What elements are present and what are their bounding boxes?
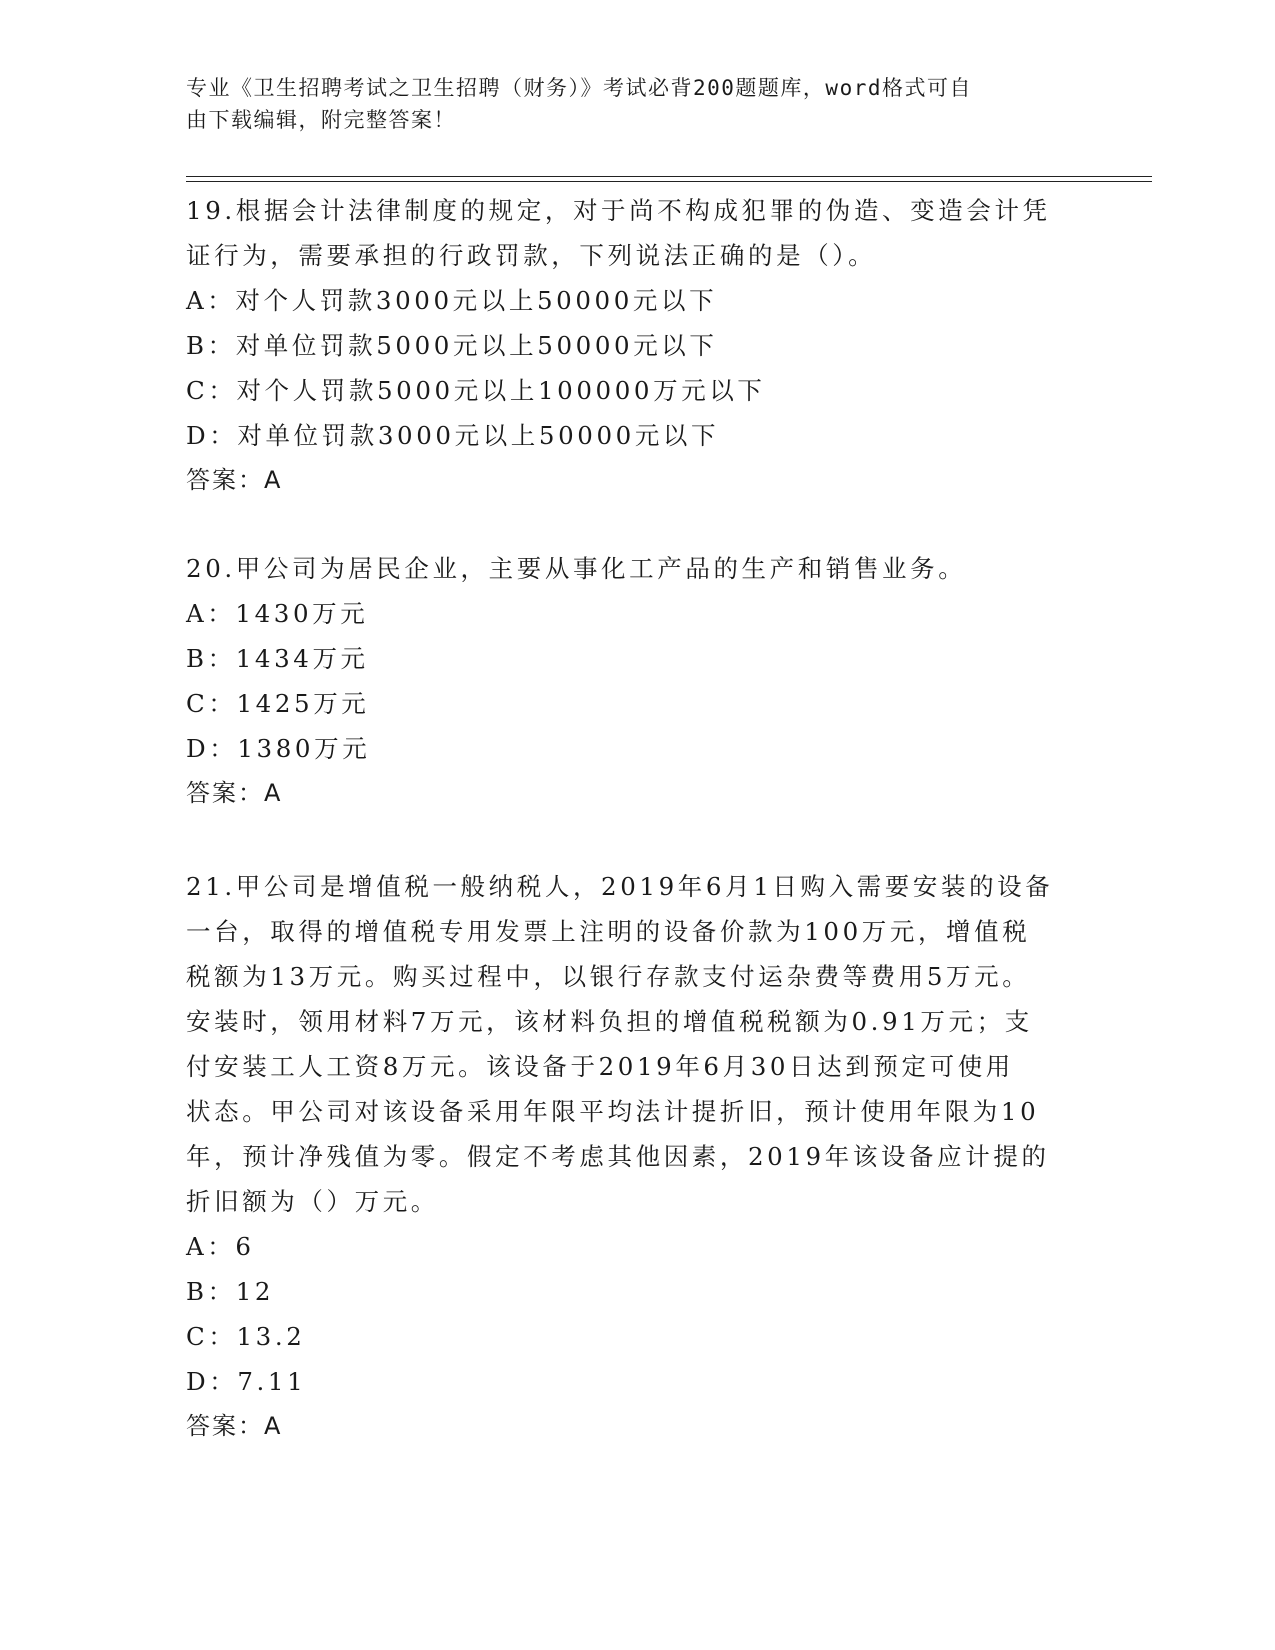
stem-line: 一台，取得的增值税专用发票上注明的设备价款为100万元，增值税 [186, 917, 1031, 946]
header-divider-bottom [186, 181, 1152, 182]
option-c: C：对个人罚款5000元以上100000万元以下 [186, 376, 766, 405]
document-header [186, 72, 1066, 136]
stem-line: 19.根据会计法律制度的规定，对于尚不构成犯罪的伪造、变造会计凭 [186, 196, 1051, 225]
option-d: D：7.11 [186, 1367, 307, 1396]
question-stem [186, 546, 1076, 591]
header-divider-top [186, 176, 1152, 177]
question-20 [186, 546, 1076, 816]
option-a: A：1430万元 [186, 599, 369, 628]
stem-line: 折旧额为（）万元。 [186, 1187, 439, 1216]
stem-line: 安装时，领用材料7万元，该材料负担的增值税税额为0.91万元；支 [186, 1007, 1033, 1036]
option-b: B：1434万元 [186, 644, 369, 673]
option-b: B：12 [186, 1277, 275, 1306]
stem-line: 付安装工人工资8万元。该设备于2019年6月30日达到预定可使用 [186, 1052, 1014, 1081]
header-line-1: 专业《卫生招聘考试之卫生招聘（财务）》考试必背200题题库，word格式可自 [186, 76, 972, 100]
stem-line: 状态。甲公司对该设备采用年限平均法计提折旧，预计使用年限为10 [186, 1097, 1040, 1126]
option-c: C：1425万元 [186, 689, 370, 718]
stem-line: 证行为，需要承担的行政罚款，下列说法正确的是（）。 [186, 241, 877, 270]
option-d: D：对单位罚款3000元以上50000元以下 [186, 421, 720, 450]
option-a: A：对个人罚款3000元以上50000元以下 [186, 286, 718, 315]
question-21 [186, 864, 1076, 1449]
option-b: B：对单位罚款5000元以上50000元以下 [186, 331, 718, 360]
header-line-2: 由下载编辑，附完整答案！ [186, 108, 456, 132]
stem-line: 20.甲公司为居民企业，主要从事化工产品的生产和销售业务。 [186, 554, 967, 583]
question-stem [186, 188, 1076, 278]
answer: 答案：A [186, 1412, 283, 1440]
stem-line: 税额为13万元。购买过程中，以银行存款支付运杂费等费用5万元。 [186, 962, 1031, 991]
stem-line: 21.甲公司是增值税一般纳税人，2019年6月1日购入需要安装的设备 [186, 872, 1054, 901]
question-19 [186, 188, 1076, 503]
stem-line: 年，预计净残值为零。假定不考虑其他因素，2019年该设备应计提的 [186, 1142, 1050, 1171]
option-a: A：6 [186, 1232, 255, 1261]
option-c: C：13.2 [186, 1322, 306, 1351]
answer: 答案：A [186, 779, 283, 807]
answer: 答案：A [186, 466, 283, 494]
question-stem [186, 864, 1076, 1224]
option-d: D：1380万元 [186, 734, 371, 763]
